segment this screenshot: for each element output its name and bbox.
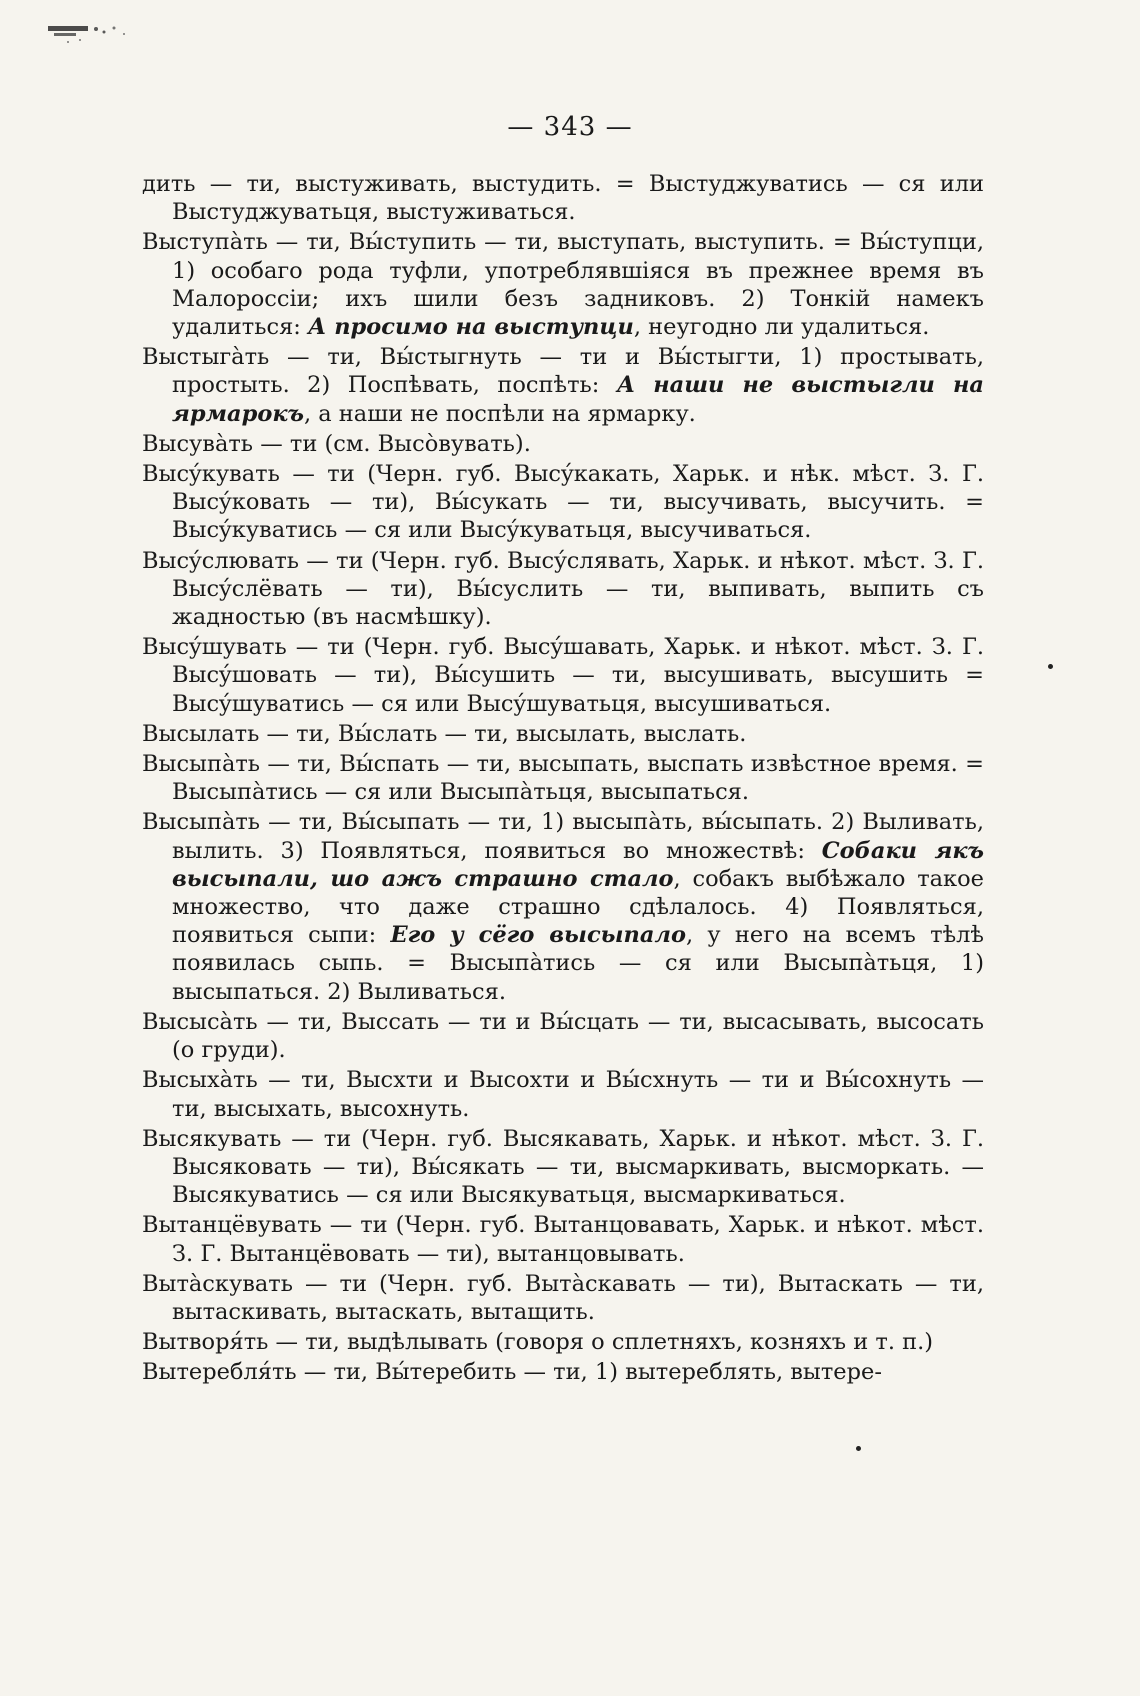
dictionary-entry: Вытеребля́ть — ти, Вы́теребить — ти, 1) вытереблять, вытере-	[142, 1359, 882, 1386]
dictionary-entry: Вытворя́ть — ти, выдѣлывать (говоря о сплетняхъ, козняхъ и т. п.)	[142, 1329, 934, 1356]
dictionary-entry: Высýслювать — ти (Черн. губ. Высýслявать, Харьк. и нѣкот. мѣст. З. Г. Высýслёвать — ти), Вы́суслить — ти, выпивать, выпить съ жадностью (въ насмѣшку).	[142, 547, 984, 631]
page-number: — 343 —	[507, 112, 633, 142]
dictionary-entry: Высыпàть — ти, Вы́сыпать — ти, 1) высыпàть, вы́сыпать. 2) Выливать, вылить. 3) Появляться, появиться во множествѣ: Собаки якъ высыпали, шо ажъ страшно стало, собакъ выбѣжало такое множество, что даже страшно сдѣлалось. 4) Появляться, появиться сыпи: Его у сёго высыпало, у него на всемъ тѣлѣ появилась сыпь. = Высыпàтись — ся или Высыпàтьця, 1) высыпаться. 2) Выливаться.	[142, 809, 984, 1005]
dictionary-entry: Высылать — ти, Вы́слать — ти, высылать, выслать.	[142, 720, 747, 747]
ink-speck	[856, 1446, 861, 1451]
dictionary-entry: Высыпàть — ти, Вы́спать — ти, высыпать, выспать извѣстное время. = Высыпàтись — ся или Высыпàтьця, высыпаться.	[142, 751, 984, 806]
dictionary-entry: Высыхàть — ти, Высхти и Высохти и Вы́схнуть — ти и Вы́сохнуть — ти, высыхать, высохнуть.	[142, 1067, 984, 1122]
dictionary-entry: Выстыгàть — ти, Вы́стыгнуть — ти и Вы́стыгти, 1) простывать, простыть. 2) Поспѣвать, поспѣть: А наши не выстыгли на ярмарокъ, а наши не поспѣли на ярмарку.	[142, 344, 984, 427]
dictionary-entry: Высысàть — ти, Выссать — ти и Вы́сцать — ти, высасывать, высосать (о груди).	[142, 1008, 984, 1064]
dictionary-entry: Выступàть — ти, Вы́ступить — ти, выступать, выступить. = Вы́ступци, 1) особаго рода туфли, употреблявшіяся въ прежнее время въ Малороссіи; ихъ шили безъ задниковъ. 2) Тонкій намекъ удалиться: А просимо на выступци, неугодно ли удалиться.	[142, 229, 984, 341]
dictionary-entry: дить — ти, выстуживать, выстудить. = Выстуджуватись — ся или Выстуджуватьця, выстуживаться.	[142, 171, 984, 226]
dictionary-entry: Вытàскувать — ти (Черн. губ. Вытàскавать — ти), Вытаскать — ти, вытаскивать, вытаскать, вытащить.	[142, 1270, 984, 1325]
dictionary-text	[142, 170, 984, 1389]
dictionary-entry: Высýшувать — ти (Черн. губ. Высýшавать, Харьк. и нѣкот. мѣст. З. Г. Высýшовать — ти), Вы́сушить — ти, высушивать, высушить = Высýшуватись — ся или Высýшуватьця, высушиваться.	[142, 634, 984, 717]
dictionary-entry: Высýкувать — ти (Черн. губ. Высýкакать, Харьк. и нѣк. мѣст. З. Г. Высýковать — ти), Вы́сукать — ти, высучивать, высучить. = Высýкуватись — ся или Высýкуватьця, высучиваться.	[142, 461, 984, 544]
dictionary-entry: Вытанцёвувать — ти (Черн. губ. Вытанцовавать, Харьк. и нѣкот. мѣст. З. Г. Вытанцёвовать — ти), вытанцовывать.	[142, 1212, 984, 1267]
dictionary-entry: Высякувать — ти (Черн. губ. Высякавать, Харьк. и нѣкот. мѣст. З. Г. Высяковать — ти), Вы́сякать — ти, высмаркивать, высморкать. — Высякуватись — ся или Высякуватьця, высмаркиваться.	[142, 1125, 984, 1209]
dictionary-entry: Высувàть — ти (см. Высòвувать).	[142, 430, 531, 457]
corner-ink-smudge	[44, 20, 154, 44]
ink-speck	[1048, 664, 1053, 669]
